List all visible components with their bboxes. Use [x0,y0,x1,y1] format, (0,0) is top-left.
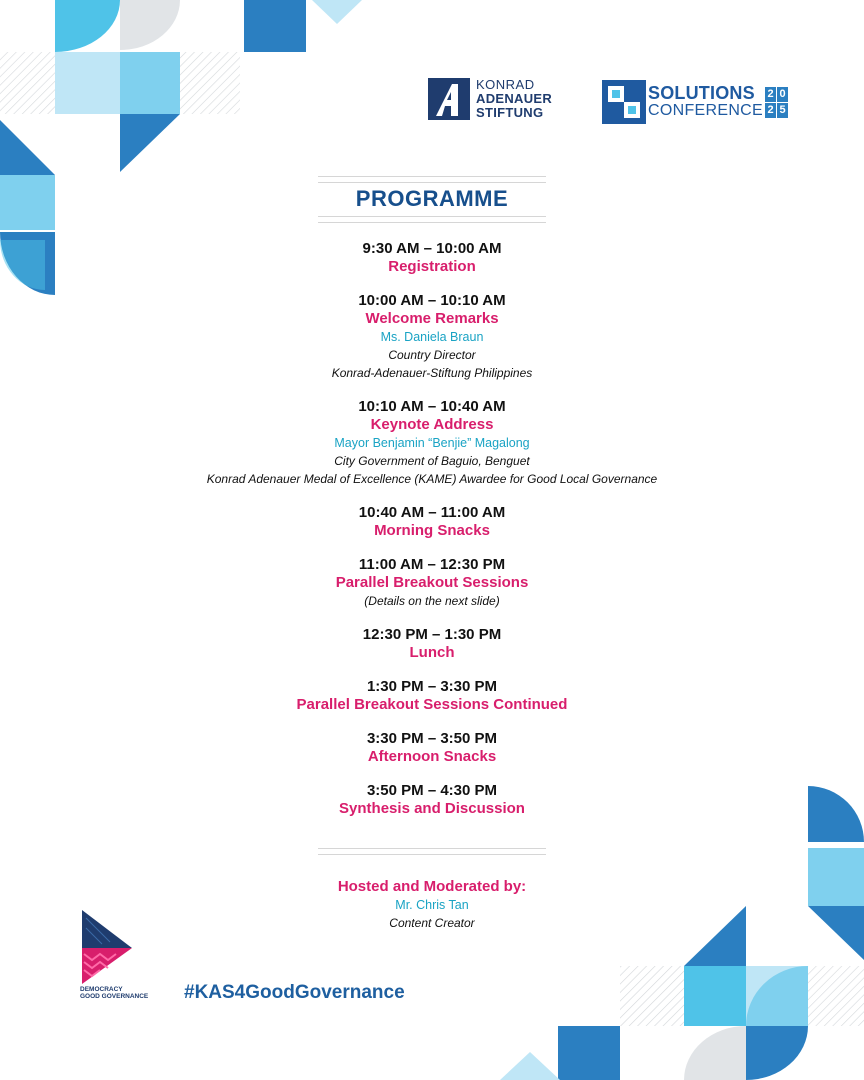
triangle-top-left [120,114,180,172]
session-detail: City Government of Baguio, Benguet [334,454,530,468]
programme-list [0,240,864,834]
session-event: Registration [388,258,476,275]
grey-arc-top-left [120,0,180,50]
session-slot [0,240,864,276]
header-logos [428,78,788,128]
session-event: Lunch [409,644,455,661]
democracy-good-governance-text [80,986,148,1000]
session-event: Parallel Breakout Sessions Continued [296,696,568,713]
conference-name [648,85,763,119]
hashtag: #KAS4GoodGovernance [184,982,405,1003]
session-event: Parallel Breakout Sessions [335,574,529,591]
session-slot [0,292,864,382]
session-time: 3:50 PM – 4:30 PM [366,782,498,799]
session-slot [0,626,864,662]
kas-line-3: STIFTUNG [476,105,544,120]
kas-logo-text [476,78,552,120]
session-time: 3:30 PM – 3:50 PM [366,730,498,747]
light-square-top-left [55,52,120,114]
solutions-conference-icon [602,80,646,124]
session-time: 1:30 PM – 3:30 PM [366,678,498,695]
kas-logo-icon [428,78,470,120]
dgg-line-2: GOOD GOVERNANCE [80,993,149,1000]
grey-arc-bottom [684,1026,746,1080]
session-slot [0,398,864,488]
programme-title: PROGRAMME [355,186,509,211]
session-slot [0,504,864,540]
session-detail: Konrad-Adenauer-Stiftung Philippines [331,366,533,380]
kas-line-1: KONRAD [476,77,535,92]
session-slot [0,556,864,610]
session-event: Morning Snacks [374,522,490,539]
session-slot [0,730,864,766]
year-digit: 2 [765,87,776,102]
session-event: Keynote Address [370,416,494,433]
conference-subtitle: CONFERENCE [648,102,764,119]
session-detail: (Details on the next slide) [364,594,500,608]
host-role: Content Creator [389,916,475,930]
session-time: 9:30 AM – 10:00 AM [362,240,502,257]
dgg-line-1: DEMOCRACY [80,986,123,993]
square-bottom-center [558,1026,620,1080]
blue-square-top-left [120,52,180,114]
session-time: 11:00 AM – 12:30 PM [358,556,506,573]
session-time: 10:10 AM – 10:40 AM [358,398,506,415]
solutions-conference-logo [602,80,788,124]
session-slot [0,782,864,818]
square-bottom-right [684,966,746,1026]
divider-top [318,176,546,183]
divider-title-bottom [318,216,546,223]
session-time: 10:40 AM – 11:00 AM [358,504,506,521]
quarter-circle-top-left [55,0,120,52]
session-speaker: Ms. Daniela Braun [380,330,484,344]
dark-square-top [244,0,306,52]
year-digit: 0 [777,87,788,102]
session-event: Synthesis and Discussion [339,800,525,817]
session-event: Welcome Remarks [365,310,499,327]
small-triangle-top [312,0,362,24]
host-label: Hosted and Moderated by: [337,878,527,895]
triangle-bottom-center [500,1052,560,1080]
kas-line-2: ADENAUER [476,91,553,106]
kas-logo [428,78,552,120]
blue-arc-bottom [746,1026,808,1080]
session-event: Afternoon Snacks [367,748,497,765]
year-digit: 5 [777,103,788,118]
session-time: 10:00 AM – 10:10 AM [358,292,506,309]
conference-year [765,87,788,118]
conference-title: SOLUTIONS [648,83,755,103]
session-time: 12:30 PM – 1:30 PM [362,626,502,643]
divider-bottom [318,848,546,855]
session-slot [0,678,864,714]
session-detail: Country Director [388,348,476,362]
host-name: Mr. Chris Tan [395,898,469,912]
session-detail: Konrad Adenauer Medal of Excellence (KAME) Awardee for Good Local Governance [206,472,658,486]
year-digit: 2 [765,103,776,118]
side-triangle-left [0,120,55,175]
session-speaker: Mayor Benjamin “Benjie” Magalong [334,436,530,450]
